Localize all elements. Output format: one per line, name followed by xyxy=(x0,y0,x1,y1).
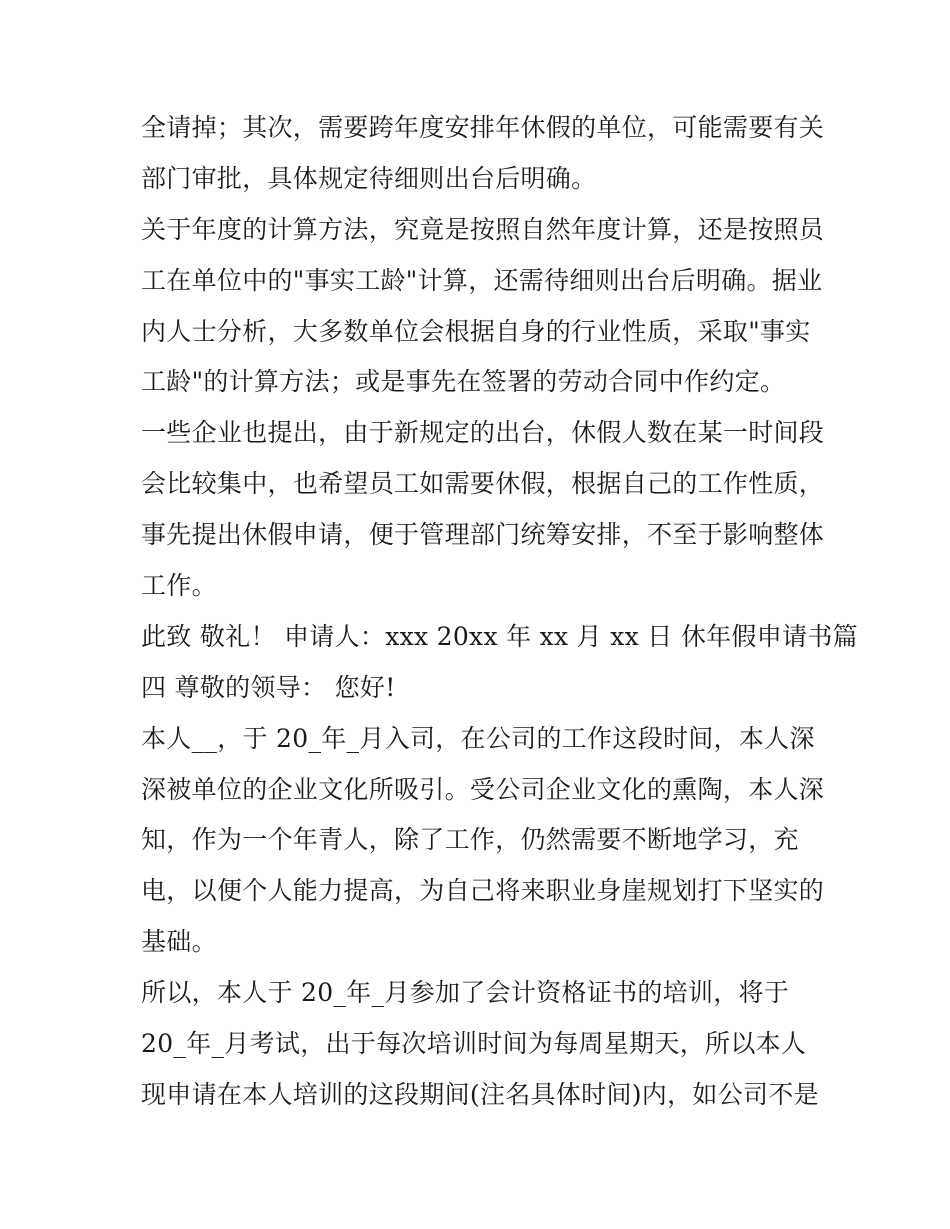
text-line: 会比较集中，也希望员工如需要休假，根据自己的工作性质， xyxy=(141,469,825,499)
text-line: 一些企业也提出，由于新规定的出台，休假人数在某一时间段 xyxy=(141,418,825,448)
text-line: 所以，本人于 20_年_月参加了会计资格证书的培训，将于 xyxy=(141,978,790,1008)
text-line: 内人士分析，大多数单位会根据自身的行业性质，采取"事实 xyxy=(141,316,811,346)
text-line: 深被单位的企业文化所吸引。受公司企业文化的熏陶，本人深 xyxy=(141,774,825,804)
text-line: 工龄"的计算方法；或是事先在签署的劳动合同中作约定。 xyxy=(141,367,786,397)
document-body xyxy=(141,103,858,1121)
text-line: 关于年度的计算方法，究竟是按照自然年度计算，还是按照员 xyxy=(141,214,825,244)
text-line: 电，以便个人能力提高，为自己将来职业身崖规划打下坚实的 xyxy=(141,876,825,906)
text-line: 基础。 xyxy=(141,927,217,957)
text-line: 现申请在本人培训的这段期间(注名具体时间)内，如公司不是 xyxy=(141,1079,819,1109)
text-line: 全请掉；其次，需要跨年度安排年休假的单位，可能需要有关 xyxy=(141,113,825,142)
text-line: 此致 敬礼！ 申请人：xxx 20xx 年 xx 月 xx 日 休年假申请书篇 xyxy=(141,621,858,651)
text-line: 事先提出休假申请，便于管理部门统筹安排，不至于影响整体 xyxy=(141,520,825,550)
text-line: 工作。 xyxy=(141,571,217,601)
text-line: 知，作为一个年青人，除了工作，仍然需要不断地学习，充 xyxy=(141,825,799,855)
text-line: 部门审批，具体规定待细则出台后明确。 xyxy=(141,163,597,193)
text-line: 20_年_月考试，出于每次培训时间为每周星期天，所以本人 xyxy=(141,1029,807,1059)
text-line: 四 尊敬的领导： 您好! xyxy=(141,672,396,702)
text-line: 工在单位中的"事实工龄"计算，还需待细则出台后明确。据业 xyxy=(141,265,823,295)
text-line: 本人__，于 20_年_月入司，在公司的工作这段时间，本人深 xyxy=(141,723,815,753)
